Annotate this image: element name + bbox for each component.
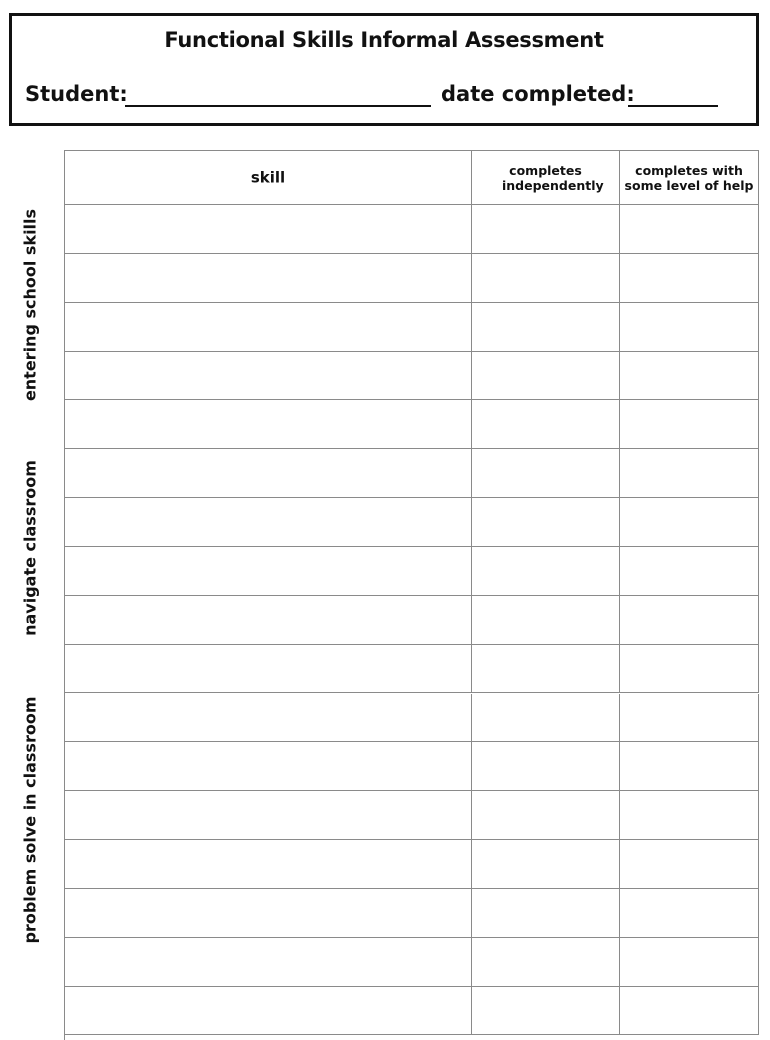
help-cell[interactable] [620,938,759,986]
skill-cell[interactable] [65,694,472,742]
table-row [65,742,759,791]
table-row [65,449,759,498]
independent-cell[interactable] [472,889,620,937]
independent-cell[interactable] [472,498,620,546]
header-cell-skill [65,151,472,204]
table-row [65,889,759,938]
student-name-blank[interactable] [125,105,431,107]
independent-cell[interactable] [472,840,620,888]
table-row [65,596,759,645]
help-cell[interactable] [620,889,759,937]
independent-cell[interactable] [472,352,620,400]
table-row [65,938,759,987]
help-cell[interactable] [620,742,759,790]
independent-cell[interactable] [472,303,620,351]
table-row [65,254,759,303]
independent-cell[interactable] [472,547,620,595]
section-label-navigate-classroom: navigate classroom [20,460,40,636]
skill-cell[interactable] [65,791,472,839]
table-row [65,547,759,596]
header-independent-label: completes independently [502,162,604,193]
table-row [65,840,759,889]
help-cell[interactable] [620,791,759,839]
independent-cell[interactable] [472,742,620,790]
skill-cell[interactable] [65,498,472,546]
table-row [65,645,759,694]
section-label-entering-school-skills: entering school skills [20,208,40,402]
help-cell[interactable] [620,694,759,742]
skill-cell[interactable] [65,840,472,888]
table-row [65,987,759,1036]
independent-cell[interactable] [472,645,620,693]
independent-cell[interactable] [472,400,620,448]
section-label-problem-solve-in-classroom: problem solve in classroom [20,696,40,944]
table-row [65,303,759,352]
independent-cell[interactable] [472,205,620,253]
assessment-table [64,150,759,1040]
skill-cell[interactable] [65,205,472,253]
help-cell[interactable] [620,205,759,253]
table-row [65,791,759,840]
help-cell[interactable] [620,987,759,1035]
independent-cell[interactable] [472,449,620,497]
help-cell[interactable] [620,449,759,497]
help-cell[interactable] [620,645,759,693]
help-cell[interactable] [620,352,759,400]
help-cell[interactable] [620,840,759,888]
header-help-label: completes with some level of help [624,162,754,193]
header-cell-independent [472,151,620,204]
header-box [9,13,759,126]
help-cell[interactable] [620,498,759,546]
skill-cell[interactable] [65,596,472,644]
student-label: Student: [25,82,128,106]
independent-cell[interactable] [472,596,620,644]
page-title: Functional Skills Informal Assessment [164,28,604,52]
help-cell[interactable] [620,254,759,302]
date-completed-label: date completed: [441,82,635,106]
header-cell-help [620,151,759,204]
header-skill-label: skill [250,168,286,186]
help-cell[interactable] [620,596,759,644]
skill-cell[interactable] [65,254,472,302]
skill-cell[interactable] [65,742,472,790]
independent-cell[interactable] [472,987,620,1035]
skill-cell[interactable] [65,303,472,351]
independent-cell[interactable] [472,254,620,302]
independent-cell[interactable] [472,694,620,742]
independent-cell[interactable] [472,938,620,986]
skill-cell[interactable] [65,889,472,937]
skill-cell[interactable] [65,987,472,1035]
skill-cell[interactable] [65,449,472,497]
table-header-row [65,151,759,205]
help-cell[interactable] [620,400,759,448]
help-cell[interactable] [620,303,759,351]
table-row [65,498,759,547]
independent-cell[interactable] [472,791,620,839]
skill-cell[interactable] [65,352,472,400]
skill-cell[interactable] [65,938,472,986]
table-row [65,352,759,401]
table-row [65,694,759,743]
table-row [65,400,759,449]
date-completed-blank[interactable] [628,105,718,107]
help-cell[interactable] [620,547,759,595]
skill-cell[interactable] [65,400,472,448]
skill-cell[interactable] [65,645,472,693]
skill-cell[interactable] [65,547,472,595]
table-row [65,205,759,254]
